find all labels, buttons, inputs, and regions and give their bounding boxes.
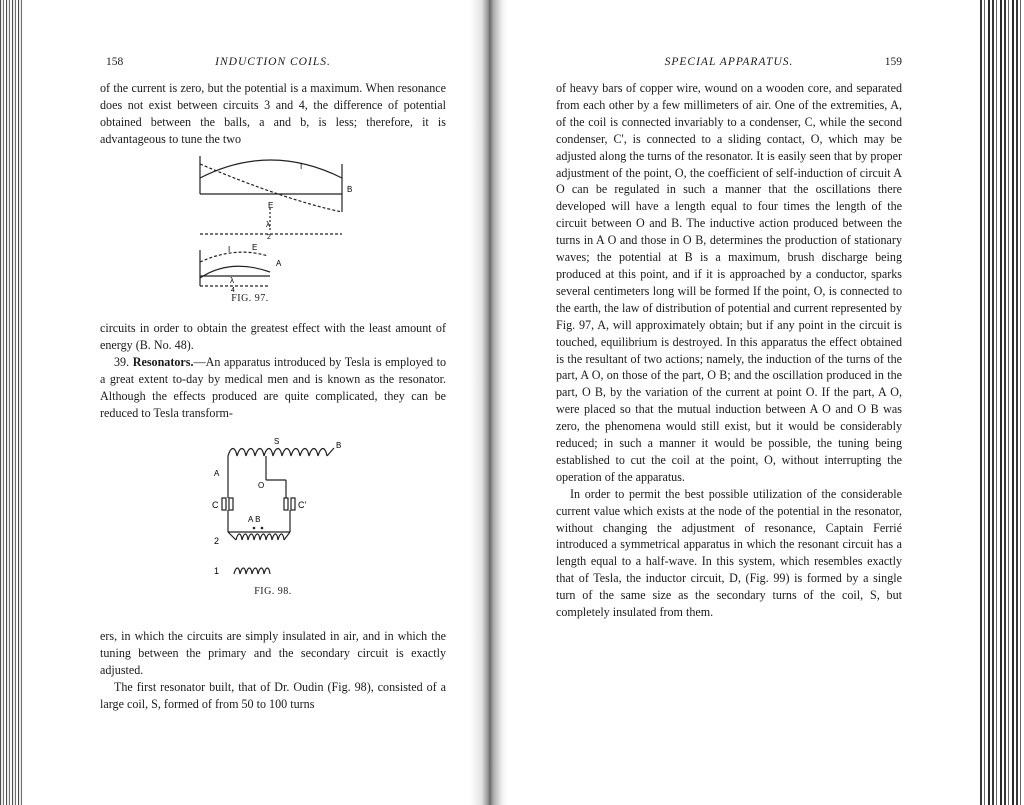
figure-98-caption: FIG. 98. — [254, 586, 292, 597]
right-paragraph-1: of heavy bars of copper wire, wound on a wooden core, and separated from each other by a few millimeters of air. One of the extremities, A, of the coil is connected invariably to a condenser, C, while the second condenser, C', is connected to a sliding contact, O, which may be adjusted along the turns of the resonator. It is easily seen that by proper adjustment of the point, O, the coefficient of self-induction of circuit A O can be regulated in such a manner that the oscillations there developed will have a length equal to four times the length of the circuit between O and B. The inductive action produced between the turns in A O and those in O B, determines the production of stationary waves; the potential at B is a maximum, brush discharge being produced at this point, and if it is approached by a conductor, sparks several centimeters long will be formed If the point, O, is connected to the earth, the law of distribution of potential and current represented by Fig. 97, A, will approximately obtain; but if any point in the circuit is touched, equilibrium is destroyed. In this apparatus the effect obtained is the resultant of two actions; namely, the induction of the turns of the part, A O, on those of the part, O B; and the oscillation produced in the part, O B, by the variation of the current at point O. If the part, A O, were placed so that the mutual induction between A O and O B was zero, the phenomena would still exist, but it would be considerably reduced; in such a manner it would be possible, the tuning being established to cut the coil at the point, O, without interrupting the operation of the apparatus. — [556, 81, 902, 484]
right-paragraph-2: In order to permit the best possible utilization of the considerable current value which exists at the node of the potential in the resonator, without changing the adjustment of resonance, Captain Ferrié introduced a symmetrical apparatus in which the resonant circuit has a length equal to a half-wave. In this system, which resembles exactly that of Tesla, the inductor circuit, D, (Fig. 99) is formed by a single turn of the same size as the secondary turns of the coil, S, but completely insulated from them. — [556, 486, 902, 620]
right-text-block — [556, 80, 902, 621]
figure-97-caption: FIG. 97. — [231, 293, 269, 304]
left-text-block-1 — [100, 80, 446, 148]
left-paragraph-1: of the current is zero, but the potential is a maximum. When resonance does not exist between circuits 3 and 4, the difference of potential obtained between the balls, a and b, is less; therefore, it is advantageous to tune the two — [100, 81, 446, 146]
fig97-label-quarter-den: 4 — [231, 287, 235, 294]
section-title: Resonators. — [132, 354, 194, 369]
section-number: 39. — [114, 354, 130, 369]
left-text-block-3 — [100, 628, 446, 713]
fig98-label-O: O — [258, 481, 265, 490]
right-page-header — [556, 56, 902, 72]
fig97-label-half-den: 2 — [267, 234, 271, 241]
right-page-number: 159 — [884, 56, 902, 68]
book-left-edge — [0, 0, 24, 805]
left-paragraph-3-text: —An apparatus introduced by Tesla is employed to a great extent to-day by medical men and is known as the resonator. Although the effects produced are quite complicated, they can be reduced to Tesla transform- — [100, 354, 446, 420]
left-paragraph-3 — [100, 354, 446, 422]
left-paragraph-2: circuits in order to obtain the greatest effect with the least amount of energy (B. No. 48). — [100, 321, 446, 352]
fig98-label-B: B — [336, 441, 342, 450]
fig97-label-I-top: I — [300, 162, 303, 171]
right-page — [556, 0, 902, 805]
figure-97-drawing — [190, 150, 370, 294]
figure-97 — [190, 150, 370, 302]
fig98-label-2: 2 — [214, 536, 220, 546]
fig98-label-A: A — [214, 469, 220, 478]
fig98-label-C-prime: C' — [298, 500, 307, 510]
fig97-label-lambda-half: λ — [266, 220, 270, 229]
figure-98-drawing — [208, 436, 358, 586]
left-page-number: 158 — [106, 56, 124, 68]
fig98-label-C: C — [212, 500, 219, 510]
fig98-label-1: 1 — [214, 566, 220, 576]
fig97-label-E-bottom: E — [252, 243, 258, 252]
left-paragraph-5: The first resonator built, that of Dr. Oudin (Fig. 98), consisted of a large coil, S, formed of from 50 to 100 turns — [100, 679, 446, 711]
fig97-label-I-bottom: I — [228, 245, 231, 254]
left-paragraph-4: ers, in which the circuits are simply insulated in air, and in which the tuning between the primary and the secondary circuit is exactly adjusted. — [100, 629, 446, 677]
book-right-edge — [978, 0, 1024, 805]
left-text-block-2 — [100, 320, 446, 421]
fig98-label-S: S — [274, 437, 280, 446]
fig97-label-B: B — [347, 185, 353, 194]
left-page — [100, 0, 446, 805]
fig97-label-E-top: E — [268, 201, 274, 210]
fig97-label-lambda-quarter: λ — [230, 276, 234, 285]
left-page-header — [100, 56, 446, 72]
fig97-label-A: A — [276, 259, 282, 268]
left-running-head: INDUCTION COILS. — [215, 56, 331, 68]
book-gutter — [470, 0, 508, 805]
fig98-label-AB: A B — [248, 515, 261, 524]
figure-98 — [208, 436, 358, 601]
right-running-head: SPECIAL APPARATUS. — [664, 56, 794, 68]
